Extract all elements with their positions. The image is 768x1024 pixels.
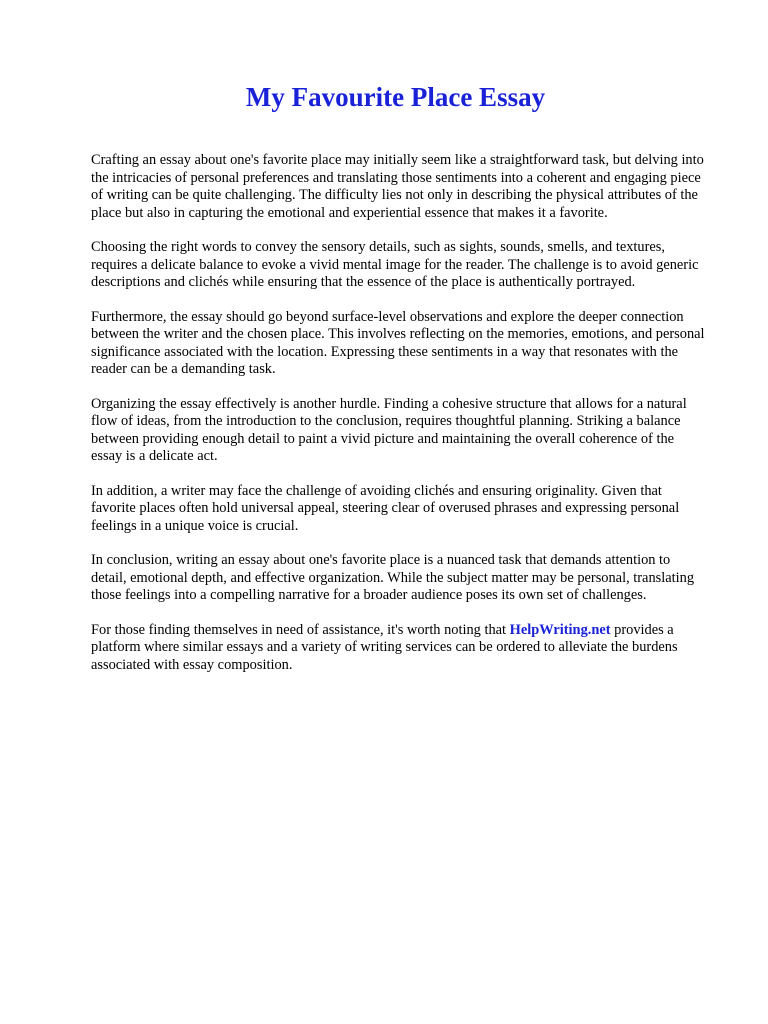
page-title: My Favourite Place Essay [245,82,546,112]
paragraph-conclusion: In conclusion, writing an essay about one's favorite place is a nuanced task that demands attention to detail, emotional depth, and effective organization. While the subject matter may be personal, translating those feelings into a compelling narrative for a broader audience poses its own set of challenges. [91,552,695,603]
assistance-text-after: provides a platform where similar essays and a variety of writing services can be ordered to alleviate the burdens associated with essay composition. [91,621,678,673]
assistance-text-before: For those finding themselves in need of assistance, it's worth noting that [91,621,510,638]
paragraph-word-choice: Choosing the right words to convey the sensory details, such as sights, sounds, smells, and textures, requires a delicate balance to evoke a vivid mental image for the reader. The challenge is to avoid generic descriptions and clichés while ensuring that the essence of the place is authentically portrayed. [91,239,699,290]
paragraph-originality: In addition, a writer may face the challenge of avoiding clichés and ensuring originality. Given that favorite places often hold universal appeal, steering clear of overused phrases and expressing personal feelings in a unique voice is crucial. [91,482,680,534]
paragraph-organization: Organizing the essay effectively is another hurdle. Finding a cohesive structure that allows for a natural flow of ideas, from the introduction to the conclusion, requires thoughtful planning. Striking a balance between providing enough detail to paint a vivid picture and maintaining the overall coherence of the essay is a delicate act. [91,395,687,464]
paragraph-intro: Crafting an essay about one's favorite place may initially seem like a straightforward task, but delving into the intricacies of personal preferences and translating those sentiments into a coherent and engaging piece of writing can be quite challenging. The difficulty lies not only in describing the physical attributes of the place but also in capturing the emotional and experiential essence that makes it a favorite. [91,152,704,221]
paragraph-assistance [91,622,708,675]
paragraph-connection: Furthermore, the essay should go beyond surface-level observations and explore the deeper connection between the writer and the chosen place. This involves reflecting on the memories, emotions, and personal significance associated with the location. Expressing these sentiments in a way that resonates with the reader can be a demanding task. [91,308,705,377]
helpwriting-link[interactable]: HelpWriting.net [509,621,611,638]
